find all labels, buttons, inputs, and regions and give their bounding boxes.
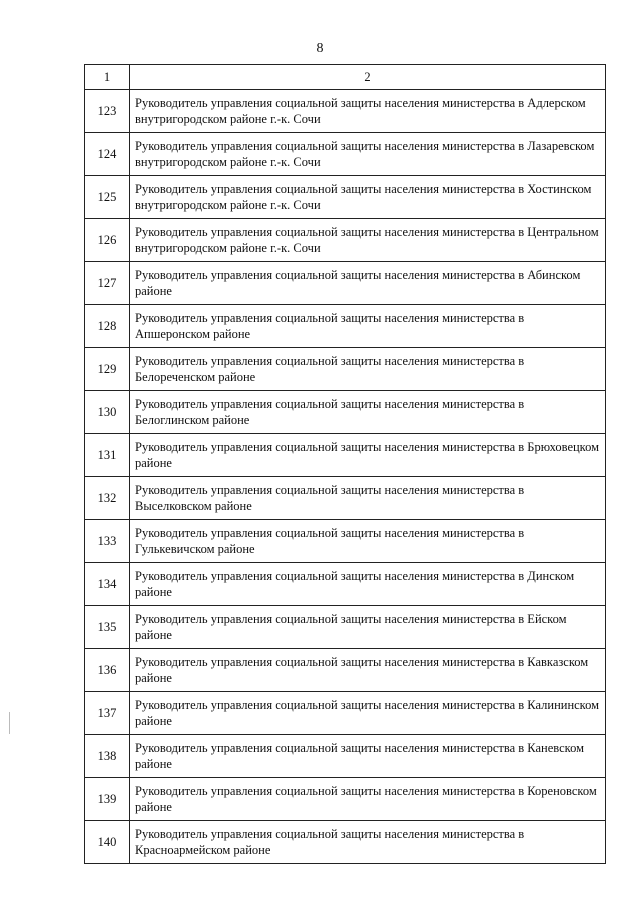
row-number: 130: [85, 391, 130, 434]
row-number: 138: [85, 735, 130, 778]
row-position-title: Руководитель управления социальной защиты населения министерства в Брюховецком районе: [130, 434, 606, 477]
row-number: 124: [85, 133, 130, 176]
page-number: 8: [316, 41, 324, 56]
row-number: 126: [85, 219, 130, 262]
row-number: 131: [85, 434, 130, 477]
row-number: 133: [85, 520, 130, 563]
table-row: [85, 305, 606, 348]
table-row: [85, 262, 606, 305]
row-position-title: Руководитель управления социальной защиты населения министерства в Каневском районе: [130, 735, 606, 778]
table-row: [85, 133, 606, 176]
table-row: [85, 692, 606, 735]
row-position-title: Руководитель управления социальной защиты населения министерства в Динском районе: [130, 563, 606, 606]
table-row: [85, 520, 606, 563]
row-number: 125: [85, 176, 130, 219]
row-position-title: Руководитель управления социальной защиты населения министерства в Центральном внутригородском районе г.-к. Сочи: [130, 219, 606, 262]
row-number: 128: [85, 305, 130, 348]
table-row: [85, 778, 606, 821]
table-row: [85, 821, 606, 864]
table-row: [85, 649, 606, 692]
table-header-row: [85, 65, 606, 90]
row-number: 123: [85, 90, 130, 133]
row-position-title: Руководитель управления социальной защиты населения министерства в Кавказском районе: [130, 649, 606, 692]
row-position-title: Руководитель управления социальной защиты населения министерства в Красноармейском районе: [130, 821, 606, 864]
row-position-title: Руководитель управления социальной защиты населения министерства в Выселковском районе: [130, 477, 606, 520]
row-number: 137: [85, 692, 130, 735]
table-row: [85, 219, 606, 262]
row-position-title: Руководитель управления социальной защиты населения министерства в Адлерском внутригородском районе г.-к. Сочи: [130, 90, 606, 133]
row-position-title: Руководитель управления социальной защиты населения министерства в Хостинском внутригородском районе г.-к. Сочи: [130, 176, 606, 219]
row-number: 129: [85, 348, 130, 391]
row-number: 135: [85, 606, 130, 649]
row-position-title: Руководитель управления социальной защиты населения министерства в Белореченском районе: [130, 348, 606, 391]
table-row: [85, 90, 606, 133]
row-position-title: Руководитель управления социальной защиты населения министерства в Ейском районе: [130, 606, 606, 649]
positions-table: [84, 64, 606, 864]
table-row: [85, 735, 606, 778]
row-position-title: Руководитель управления социальной защиты населения министерства в Лазаревском внутригородском районе г.-к. Сочи: [130, 133, 606, 176]
row-number: 134: [85, 563, 130, 606]
row-position-title: Руководитель управления социальной защиты населения министерства в Кореновском районе: [130, 778, 606, 821]
row-position-title: Руководитель управления социальной защиты населения министерства в Апшеронском районе: [130, 305, 606, 348]
table-row: [85, 391, 606, 434]
row-number: 132: [85, 477, 130, 520]
table-row: [85, 606, 606, 649]
row-position-title: Руководитель управления социальной защиты населения министерства в Калининском районе: [130, 692, 606, 735]
table-row: [85, 477, 606, 520]
row-number: 127: [85, 262, 130, 305]
header-cell-number: 1: [85, 65, 130, 90]
header-cell-title: 2: [130, 65, 606, 90]
scan-artifact-line: [9, 712, 10, 734]
row-position-title: Руководитель управления социальной защиты населения министерства в Абинском районе: [130, 262, 606, 305]
table-row: [85, 563, 606, 606]
row-number: 139: [85, 778, 130, 821]
row-number: 140: [85, 821, 130, 864]
row-position-title: Руководитель управления социальной защиты населения министерства в Белоглинском районе: [130, 391, 606, 434]
row-number: 136: [85, 649, 130, 692]
row-position-title: Руководитель управления социальной защиты населения министерства в Гулькевичском районе: [130, 520, 606, 563]
table-row: [85, 434, 606, 477]
table-row: [85, 348, 606, 391]
table-row: [85, 176, 606, 219]
